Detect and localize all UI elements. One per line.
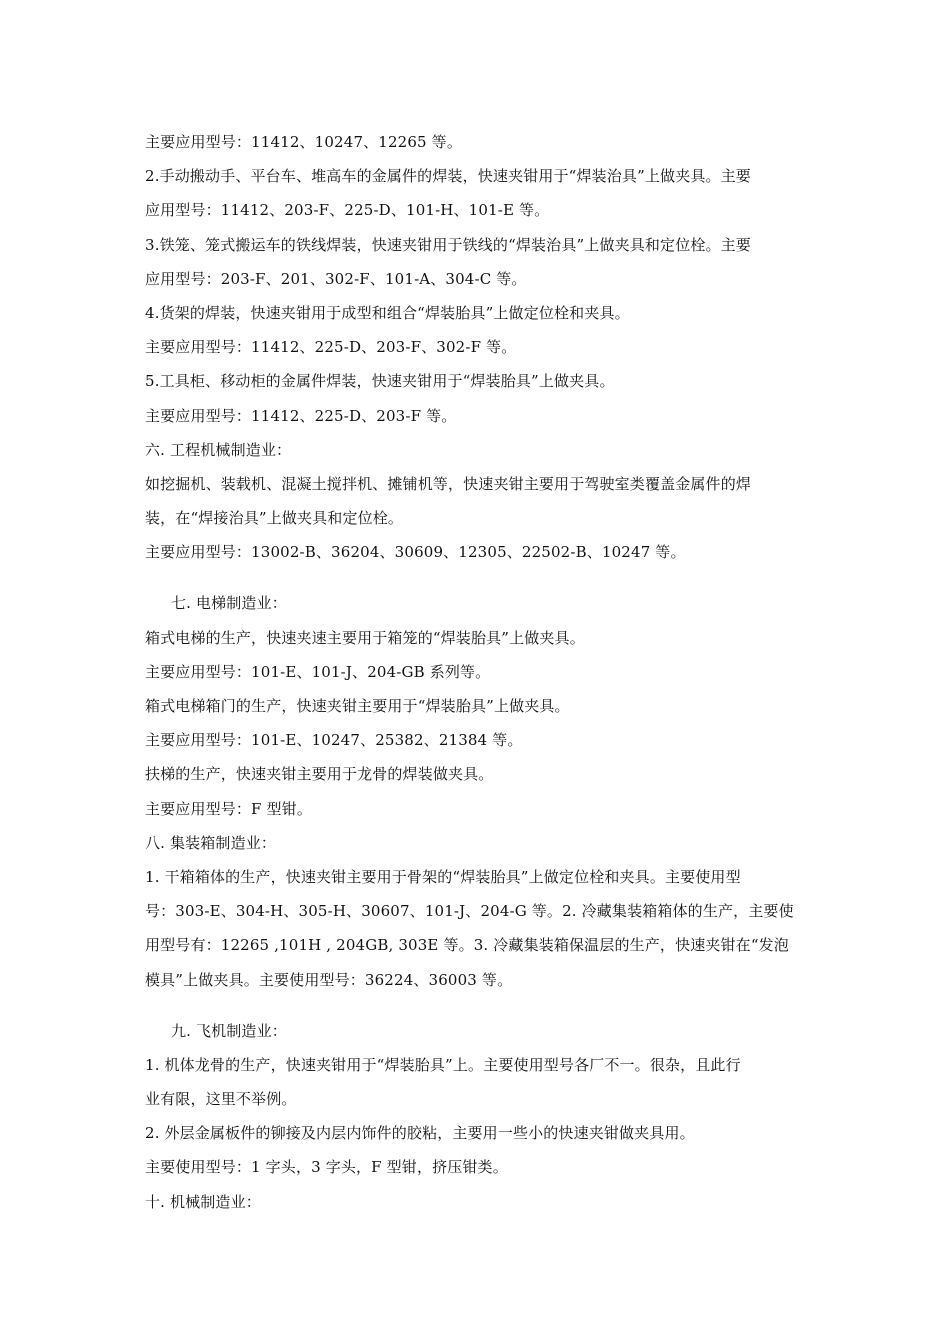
text-line: 主要应用型号：11412、225-D、203-F、302-F 等。: [145, 338, 517, 357]
text-line: 用型号有：12265 ,101H , 204GB, 303E 等。3. 冷藏集装箱保温层的生产，快速夹钳在“发泡: [145, 936, 789, 955]
text-line: 1. 机体龙骨的生产，快速夹钳用于“焊装胎具”上。主要使用型号各厂不一。很杂，且此行: [145, 1055, 741, 1074]
text-line: 如挖掘机、装载机、混凝土搅拌机、摊铺机等，快速夹钳主要用于驾驶室类覆盖金属件的焊: [145, 474, 752, 493]
section-heading: 八. 集装箱制造业：: [145, 833, 277, 852]
paragraph-gap: [145, 997, 815, 1014]
text-line: 3.铁笼、笼式搬运车的铁线焊装，快速夹钳用于铁线的“焊装治具”上做夹具和定位栓。主要: [145, 235, 751, 254]
text-line: 应用型号：11412、203-F、225-D、101-H、101-E 等。: [145, 201, 550, 220]
paragraph-gap: [145, 569, 815, 586]
text-line: 箱式电梯的生产，快速夹速主要用于箱笼的“焊装胎具”上做夹具。: [145, 628, 585, 647]
text-line: 2.手动搬动手、平台车、堆高车的金属件的焊装，快速夹钳用于“焊装治具”上做夹具。主要: [145, 167, 751, 186]
document-body: [145, 125, 815, 1219]
text-line: 号：303-E、304-H、305-H、30607、101-J、204-G 等。2. 冷藏集装箱箱体的生产，主要使: [145, 902, 794, 921]
section-heading: 九. 飞机制造业：: [171, 1021, 287, 1040]
section-heading: 十. 机械制造业：: [145, 1192, 261, 1211]
text-line: 装，在“焊接治具”上做夹具和定位栓。: [145, 509, 404, 528]
section-heading: 六. 工程机械制造业：: [145, 440, 292, 459]
text-line: 业有限，这里不举例。: [145, 1090, 297, 1109]
text-line: 2. 外层金属板件的铆接及内层内饰件的胶粘，主要用一些小的快速夹钳做夹具用。: [145, 1124, 695, 1143]
text-line: 模具”上做夹具。主要使用型号：36224、36003 等。: [145, 970, 513, 989]
text-line: 扶梯的生产，快速夹钳主要用于龙骨的焊装做夹具。: [145, 765, 494, 784]
text-line: 主要应用型号：101-E、101-J、204-GB 系列等。: [145, 662, 491, 681]
section-heading: 七. 电梯制造业：: [171, 594, 287, 613]
text-line: 箱式电梯箱门的生产，快速夹钳主要用于“焊装胎具”上做夹具。: [145, 697, 570, 715]
text-line: 主要应用型号：11412、225-D、203-F 等。: [145, 406, 457, 425]
text-line: 5.工具柜、移动柜的金属件焊装，快速夹钳用于“焊装胎具”上做夹具。: [145, 372, 615, 391]
text-line: 主要应用型号：F 型钳。: [145, 799, 312, 818]
text-line: 1. 干箱箱体的生产，快速夹钳主要用于骨架的“焊装胎具”上做定位栓和夹具。主要使用型: [145, 867, 741, 886]
text-line: 应用型号：203-F、201、302-F、101-A、304-C 等。: [145, 269, 527, 288]
text-line: 4.货架的焊装，快速夹钳用于成型和组合“焊装胎具”上做定位栓和夹具。: [145, 303, 630, 322]
text-line: 主要应用型号：11412、10247、12265 等。: [145, 133, 462, 151]
text-line: 主要应用型号：13002-B、36204、30609、12305、22502-B、10247 等。: [145, 543, 686, 562]
text-line: 主要使用型号：1 字头，3 字头，F 型钳，挤压钳类。: [145, 1158, 508, 1177]
text-line: 主要应用型号：101-E、10247、25382、21384 等。: [145, 731, 523, 750]
